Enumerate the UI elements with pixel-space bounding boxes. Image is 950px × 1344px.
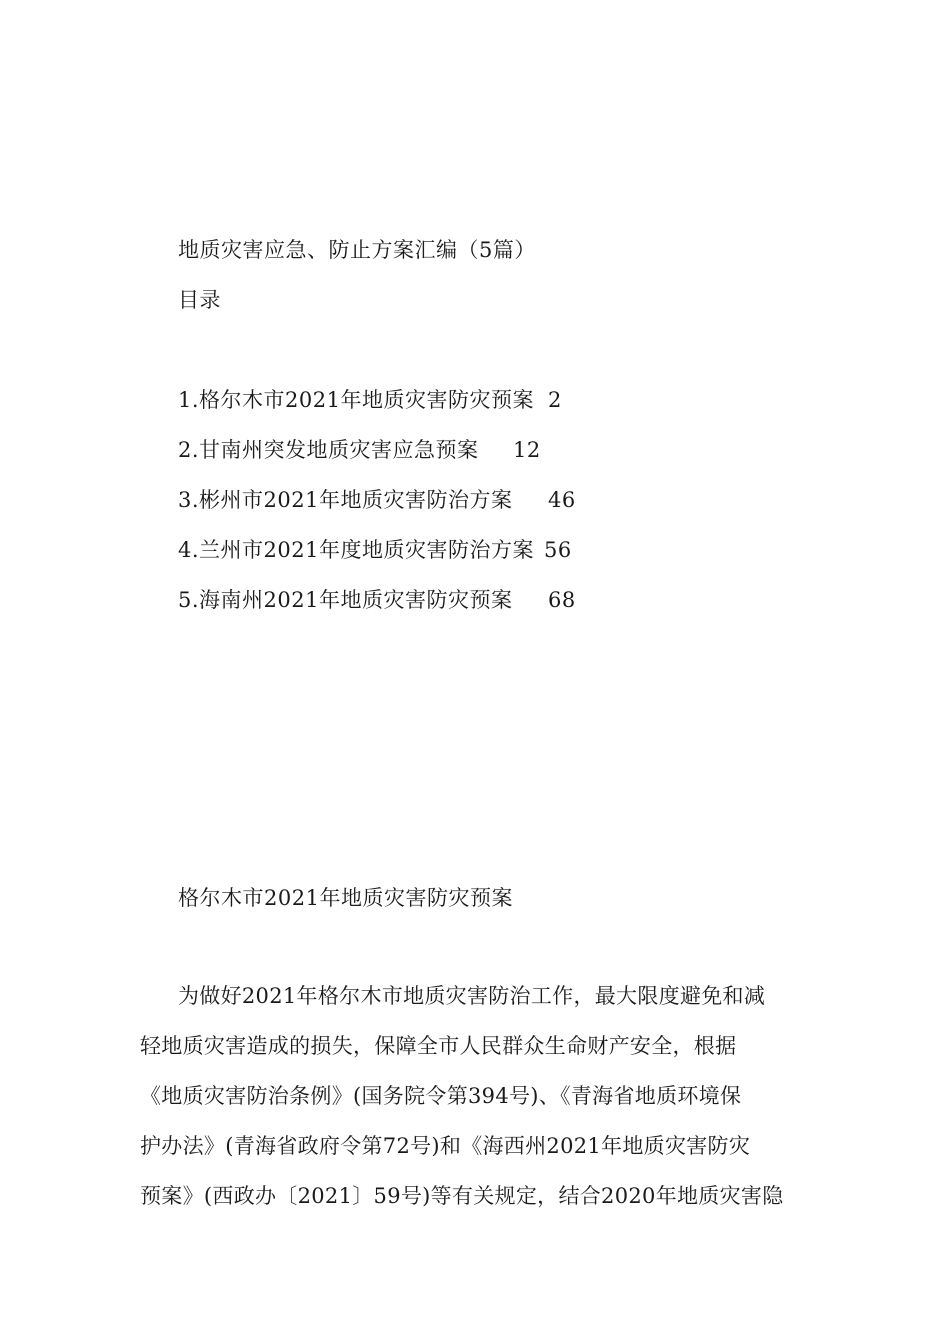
body-paragraph <box>140 982 812 1232</box>
toc-item <box>178 536 598 586</box>
document-title: 地质灾害应急、防止方案汇编（5篇） <box>178 238 536 262</box>
toc-item-text: 4.兰州市2021年度地质灾害防治方案 <box>178 538 534 562</box>
toc-item-page: 56 <box>544 538 572 562</box>
toc-item-text: 5.海南州2021年地质灾害防灾预案 <box>178 588 513 612</box>
table-of-contents <box>178 386 598 636</box>
toc-item <box>178 586 598 636</box>
paragraph-line: 轻地质灾害造成的损失，保障全市人民群众生命财产安全，根据 <box>140 1034 737 1058</box>
toc-item-text: 3.彬州市2021年地质灾害防治方案 <box>178 488 513 512</box>
toc-item-page: 12 <box>513 438 541 462</box>
paragraph-line: 护办法》(青海省政府令第72号)和《海西州2021年地质灾害防灾 <box>140 1134 751 1158</box>
toc-item <box>178 436 598 486</box>
toc-item-text: 2.甘南州突发地质灾害应急预案 <box>178 438 479 462</box>
section-title: 格尔木市2021年地质灾害防灾预案 <box>178 886 513 910</box>
toc-item-text: 1.格尔木市2021年地质灾害防灾预案 <box>178 388 534 412</box>
toc-item <box>178 486 598 536</box>
paragraph-line: 预案》(西政办〔2021〕59号)等有关规定，结合2020年地质灾害隐 <box>140 1184 784 1208</box>
toc-item <box>178 386 598 436</box>
toc-item-page: 68 <box>548 588 576 612</box>
toc-item-page: 2 <box>548 388 562 412</box>
paragraph-line: 《地质灾害防治条例》(国务院令第394号)、《青海省地质环境保 <box>140 1084 742 1108</box>
toc-heading: 目录 <box>178 288 221 312</box>
paragraph-line: 为做好2021年格尔木市地质灾害防治工作，最大限度避免和减 <box>178 984 766 1008</box>
toc-item-page: 46 <box>548 488 576 512</box>
